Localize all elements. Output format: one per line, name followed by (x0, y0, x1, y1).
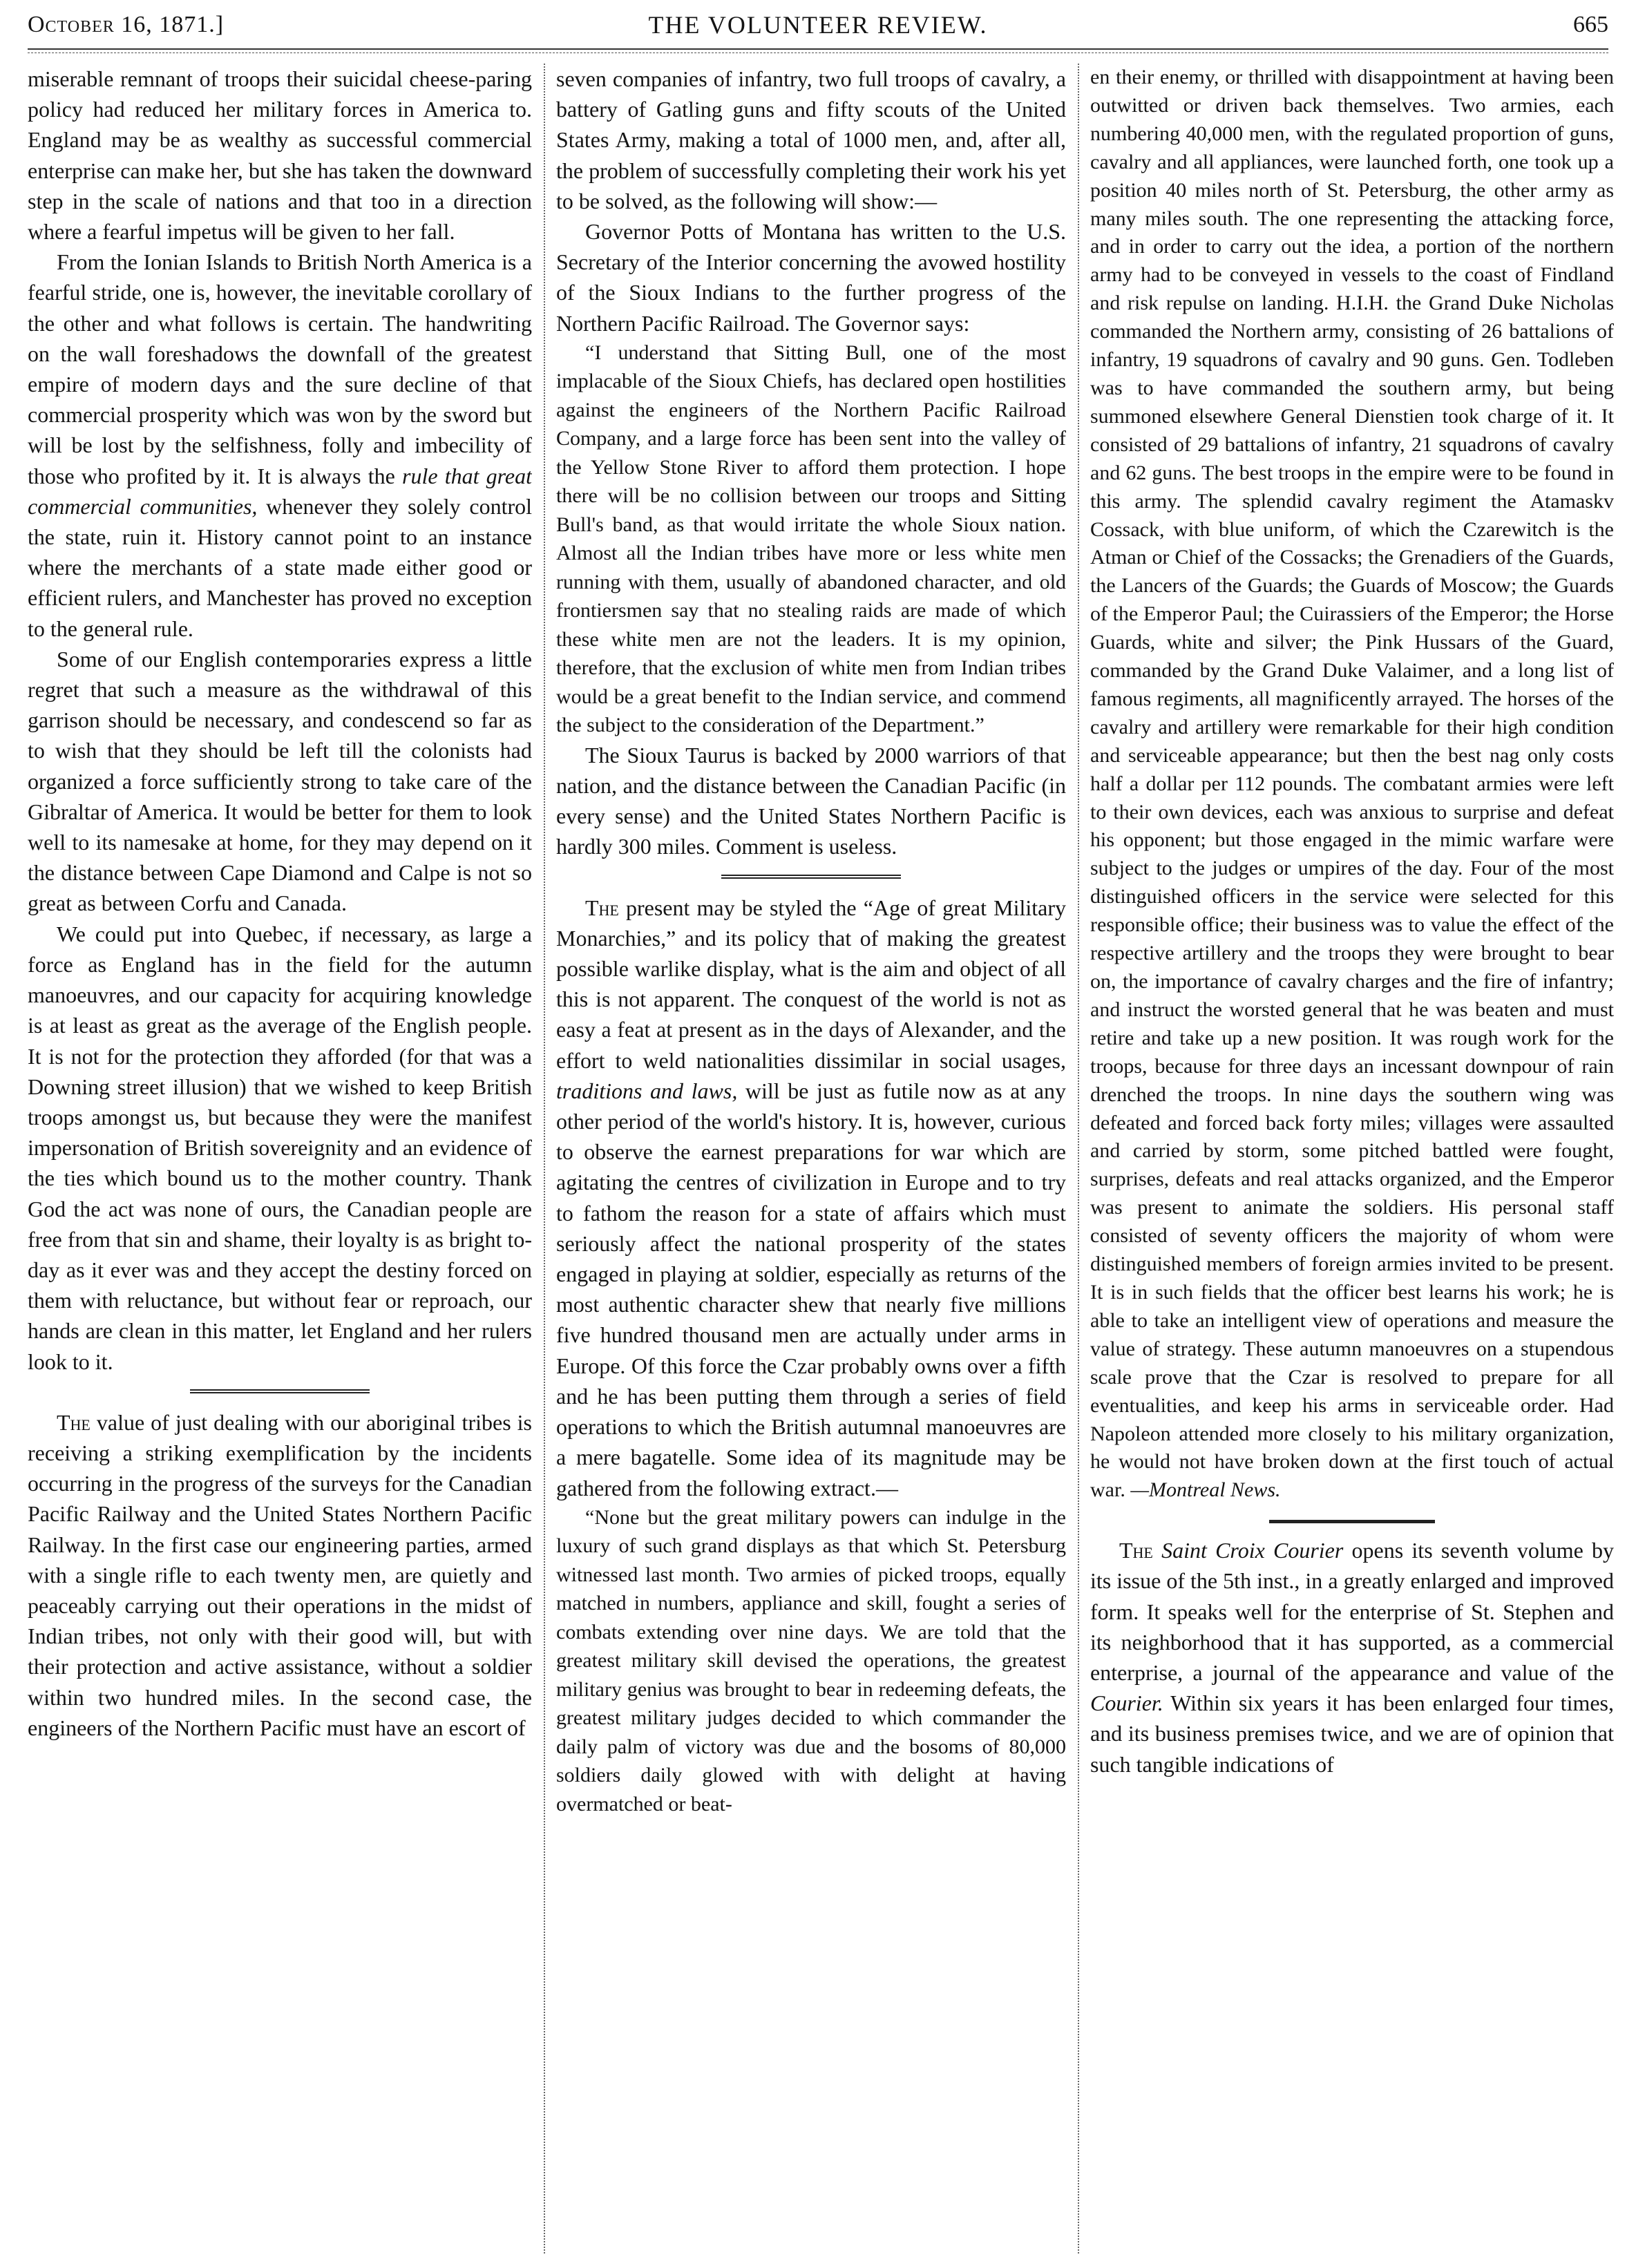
column-divider (544, 64, 545, 2253)
article-paragraph: The Sioux Taurus is backed by 2000 warriors of that nation, and the distance between the Canadian Pacific (in every sense) and the United States Northern Pacific is hardly 300 miles. Comment is useless. (556, 742, 1066, 859)
article-paragraph: From the Ionian Islands to British North America is a fearful stride, one is, however, the inevitable corollary of the other and what follows is certain. The handwriting on the wall foreshadows the downfall of the greatest empire of modern days and the sure decline of that commercial prosperity which was won by the sword but will be lost by the selfishness, folly and imbecility of those who profited by it. It is always the rule that great commercial communities, whenever they solely control the state, ruin it. History cannot point to an instance where the merchants of a state made either good or efficient rulers, and Manchester has proved no exception to the general rule. (28, 249, 532, 641)
column-2 (556, 64, 1066, 2260)
source-attribution: —Montreal News. (1130, 1478, 1281, 1502)
header-date: October 16, 1871.] (28, 12, 225, 37)
article-paragraph: The Saint Croix Courier opens its seventh volume by its issue of the 5th inst., in a greatly enlarged and improved form. It speaks well for the enterprise of St. Stephen and its neighborhood that it has supported, as a commercial enterprise, a journal of the appearance and value of the Courier. Within six years it has been enlarged four times, and its business premises twice, and we are of opinion that such tangible indications of (1090, 1538, 1614, 1777)
column-3 (1090, 64, 1614, 2260)
article-paragraph: The value of just dealing with our aboriginal tribes is receiving a striking exemplification by the incidents occurring in the progress of the surveys for the Canadian Pacific Railway and the United States Northern Pacific Railway. In the first case our engineering parties, armed with a single rifle to each twenty men, are quietly and peaceably carrying out their operations in the midst of Indian tribes, not only with their good will, but with their protection and active assistance, without a soldier within two hundred miles. In the second case, the engineers of the Northern Pacific must have an escort of (28, 1409, 532, 1740)
article-paragraph: seven companies of infantry, two full troops of cavalry, a battery of Gatling guns and fifty scouts of the United States Army, making a total of 1000 men, and, after all, the problem of successfully completing their work his yet to be solved, as the following will show:— (556, 66, 1066, 213)
article-separator (556, 862, 1066, 893)
article-paragraph: miserable remnant of troops their suicidal cheese-paring policy had reduced her military forces in America to. England may be as wealthy as successful commercial enterprise can make her, but she has taken the downward step in the scale of nations and that too in a direction where a fearful impetus will be given to her fall. (28, 66, 532, 245)
quoted-extract: “None but the great military powers can indulge in the luxury of such grand displays as that which St. Petersburg witnessed last month. Two armies of picked troops, equally matched in numbers, appliance and skill, fought a series of combats extending over nine days. We are told that the greatest military skill devised the operations, the greatest military genius was brought to bear in redeeming defeats, the greatest military judges decided to which commander the daily palm of victory was due and the bosoms of 80,000 soldiers daily glowed with with delight at having overmatched or beat- (556, 1505, 1066, 1816)
article-separator (28, 1377, 532, 1407)
column-divider (1078, 64, 1079, 2253)
column-1 (28, 64, 532, 2260)
article-paragraph: Governor Potts of Montana has written to the U.S. Secretary of the Interior concerning the avowed hostility of the Sioux Indians to the further progress of the Northern Pacific Railroad. The Governor says: (556, 219, 1066, 336)
page-number: 665 (1573, 12, 1608, 37)
article-separator (1090, 1505, 1614, 1535)
article-paragraph: The present may be styled the “Age of great Military Monarchies,” and its policy that of making the greatest possible warlike display, what is the aim and object of all this is not apparent. The conquest of the world is not as easy a feat at present as in the days of Alexander, and the effort to weld nationalities dissimilar in social usages, traditions and laws, will be just as futile now as at any other period of the world's history. It is, however, curious to observe the earnest preparations for war which are agitating the centres of civilization in Europe and to try to fathom the reason for a state of affairs which must seriously affect the national prosperity of the states engaged in playing at soldier, especially as returns of the most authentic character shew that nearly five millions five hundred thousand men are actually under arms in Europe. Of this force the Czar probably owns over a fifth and he has been putting them through a series of field operations to which the British autumnal manoeuvres are a mere bagatelle. Some idea of its magnitude may be gathered from the following extract.— (556, 895, 1066, 1500)
masthead-title: THE VOLUNTEER REVIEW. (648, 11, 988, 39)
quoted-letter: “I understand that Sitting Bull, one of the most implacable of the Sioux Chiefs, has declared open hostilities against the engineers of the Northern Pacific Railroad Company, and a large force has been sent into the valley of the Yellow Stone River to afford them protection. I hope there will be no collision between our troops and Sitting Bull's band, as that would irritate the whole Sioux nation. Almost all the Indian tribes have more or less white men running with them, usually of abandoned character, and old frontiersmen say that no stealing raids are made of which these white men are not the leaders. It is my opinion, therefore, that the exclusion of white men from Indian tribes would be a great benefit to the Indian service, and commend the subject to the consideration of the Department.” (556, 341, 1066, 737)
header-rule (28, 48, 1608, 50)
article-paragraph: Some of our English contemporaries express a little regret that such a measure as the withdrawal of this garrison should be necessary, and condescend so far as to wish that they should be left till the colonists had organized a force sufficiently strong to take care of the Gibraltar of America. It would be better for them to look well to its namesake at home, for they may depend on it the distance between Cape Diamond and Calpe is not so great as between Corfu and Canada. (28, 646, 532, 916)
article-paragraph: en their enemy, or thrilled with disappointment at having been outwitted or driven back themselves. Two armies, each numbering 40,000 men, with the regulated proportion of guns, cavalry and all appliances, were launched forth, one took up a position 40 miles north of St. Petersburg, the other army as many miles south. The one representing the attacking force, and in order to carry out the idea, a portion of the northern army had to be conveyed in vessels to the coast of Findland and risk repulse on landing. H.I.H. the Grand Duke Nicholas commanded the Northern army, consisting of 26 battalions of infantry, 19 squadrons of cavalry and 90 guns. Gen. Todleben was to have commanded the southern army, but being summoned elsewhere General Dienstien took charge of it. It consisted of 29 battalions of infantry, 21 squadrons of cavalry and 62 guns. The best troops in the empire were to be found in this army. The splendid cavalry regiment the Atamaskv Cossack, with blue uniform, of which the Czarewitch is the Atman or Chief of the Cossacks; the Grenadiers of the Guards, the Lancers of the Guards; the Guards of Moscow; the Guards of the Emperor Paul; the Cuirassiers of the Emperor; the Horse Guards, white and silver; the Pink Hussars of the Guard, commanded by the Grand Duke Valaimer, and a long list of famous regiments, all magnificently arrayed. The horses of the cavalry and artillery were remarkable for their high condition and serviceable appearance; but then the best nag only costs half a dollar per 112 pounds. The combatant armies were left to their own devices, each was anxious to surprise and defeat his opponent; but those engaged in the mimic warfare were subject to the judges or umpires of the day. Four of the most distinguished officers in the service were selected for this responsible office; their business was to value the effect of the respective artillery and the troops they were brought to bear on, the importance of cavalry charges and the fire of infantry; and instruct the worsted general that he was beaten and must retire and take up a new position. It was rough work for the troops, because for three days an incessant downpour of rain drenched the troops. In nine days the southern wing was defeated and forced back forty miles; villages were assaulted and carried by storm, some pitched battled were fought, surprises, defeats and real attacks organized, and the Emperor was present to animate the soldiers. His personal staff consisted of seventy officers the majority of whom were distinguished members of foreign armies invited to be present. It is in such fields that the officer best learns his work; he is able to take an intelligent view of operations and measure the value of strategy. These autumn manoeuvres on a stupendous scale prove that the Czar is resolved to prepare for all eventualities, and keep his arms in serviceable order. Had Napoleon attended more closely to his military organization, he would not have broken down at the first touch of actual war. —Montreal News. (1090, 66, 1614, 1502)
article-paragraph: We could put into Quebec, if necessary, as large a force as England has in the field for the autumn manoeuvres, and our capacity for acquiring knowledge is at least as great as the average of the English people. It is not for the protection they afforded (for that was a Downing street illusion) that we wished to keep British troops amongst us, but because they were the manifest impersonation of British sovereignity and an evidence of the ties which bound us to the mother country. Thank God the act was none of ours, the Canadian people are free from that sin and shame, their loyalty is as bright to-day as it ever was and they accept the destiny forced on them with reluctance, but without fear or reproach, our hands are clean in this matter, let England and her rulers look to it. (28, 921, 532, 1374)
